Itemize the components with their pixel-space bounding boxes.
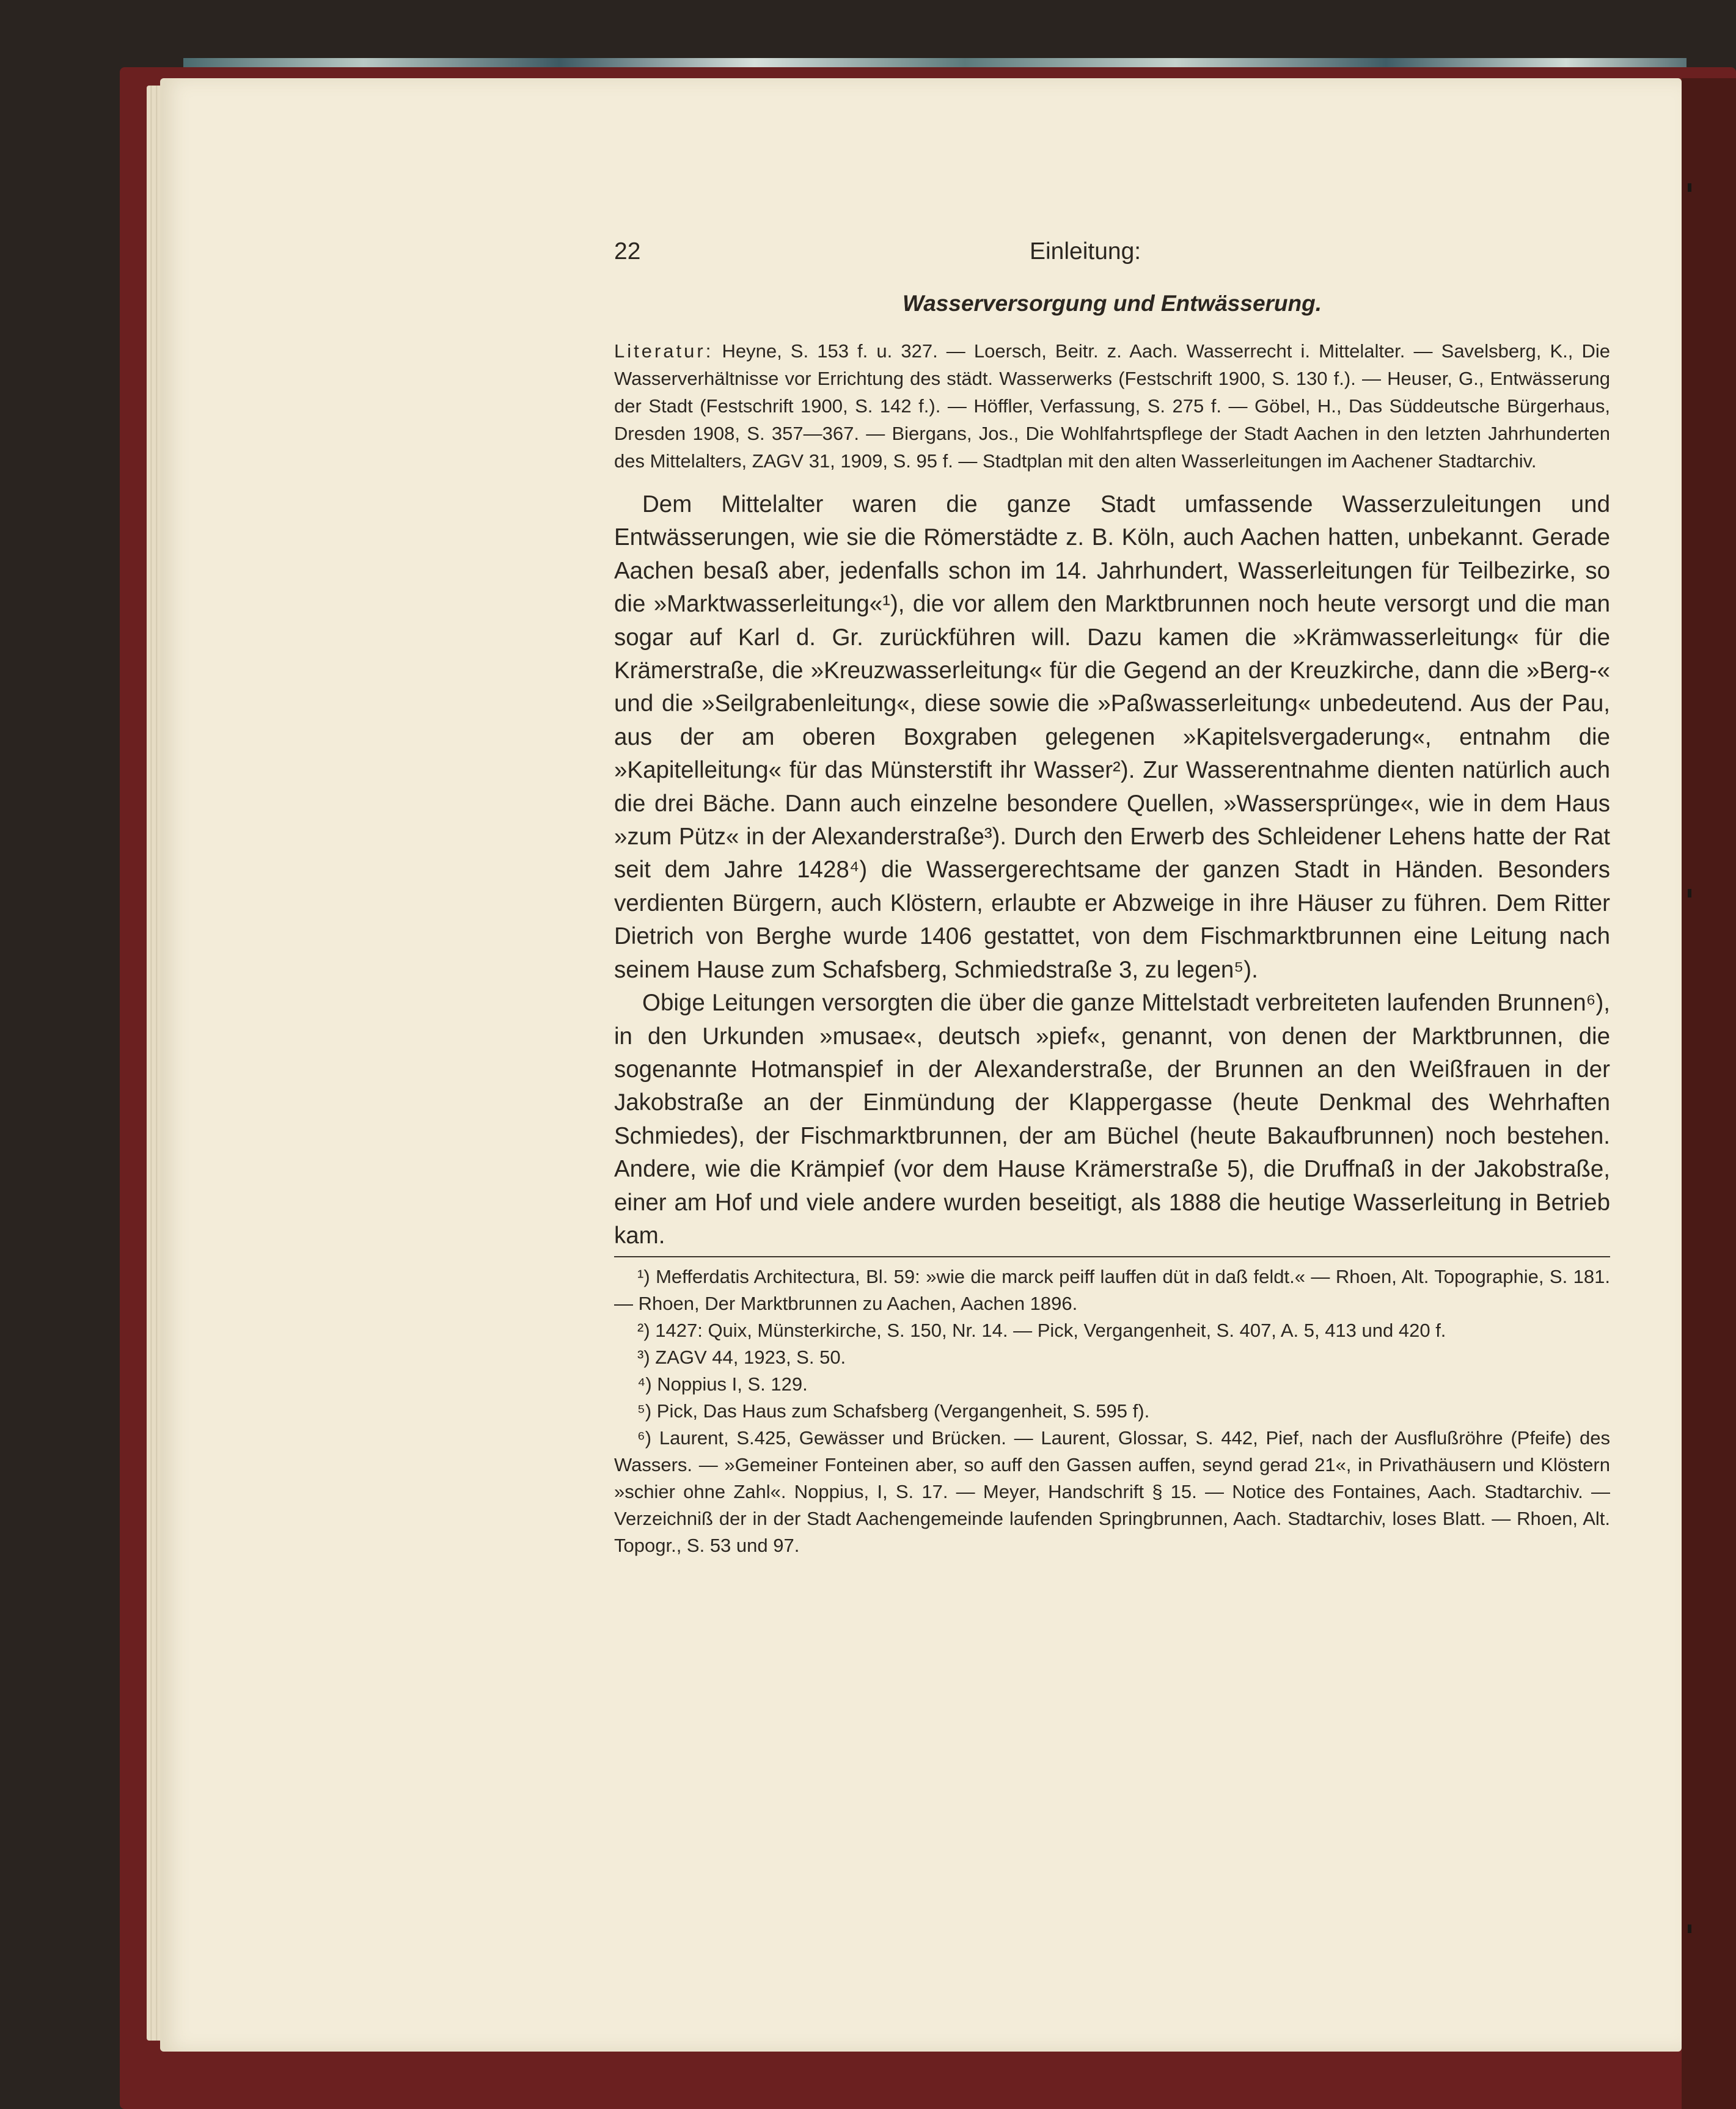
literature-text: Heyne, S. 153 f. u. 327. — Loersch, Beitr. z. Aach. Wasserrecht i. Mittelalter. — Savelsberg, K., Die Wasserverhältnisse vor Errichtung des städt. Wasserwerks (Festschrift 1900, S. 130 f.). — Heuser, G., Entwässerung der Stadt (Festschrift 1900, S. 142 f.). — Höffler, Verfassung, S. 275 f. — Göbel, H., Das Süddeutsche Bürgerhaus, Dresden 1908, S. 357—367. — Biergans, Jos., Die Wohlfahrtspflege der Stadt Aachen in den letzten Jahrhunderten des Mittelalters, ZAGV 31, 1909, S. 95 f. — Stadtplan mit den alten Wasserleitungen im Aachener Stadtarchiv. bbox=[614, 340, 1610, 472]
footnote: ¹) Mefferdatis Architectura, Bl. 59: »wie die marck peiff lauffen düt in daß feldt.« — Rhoen, Alt. Topographie, S. 181. — Rhoen, Der Marktbrunnen zu Aachen, Aachen 1896. bbox=[614, 1266, 1610, 1315]
footnote: ³) ZAGV 44, 1923, S. 50. bbox=[637, 1347, 846, 1369]
page-number: 22 bbox=[614, 238, 641, 265]
book-spine-edge bbox=[1682, 78, 1736, 2109]
body-paragraph: Obige Leitungen versorgten die über die ganze Mittelstadt verbreiteten laufenden Brunnen⁶), in den Urkunden »musae«, deutsch »pief«, genannt, von denen der Marktbrunnen, die sogenannte Hotmanspief in der Alexanderstraße, der Brunnen an den Weißfrauen in der Jakobstraße an der Einmündung der Klappergasse (heute Denkmal des Wehrhaften Schmiedes), der Fischmarktbrunnen, der am Büchel (heute Bakaufbrunnen) noch bestehen. Andere, wie die Krämpief (vor dem Hause Krämerstraße 5), die Druffnaß in der Jakobstraße, einer am Hof und viele andere wurden beseitigt, als 1888 die heutige Wasserleitung in Betrieb kam. bbox=[614, 990, 1610, 1249]
footnote: ⁴) Noppius I, S. 129. bbox=[637, 1373, 808, 1395]
section-title: Wasserversorgung und Entwässerung. bbox=[902, 291, 1322, 316]
running-title: Einleitung: bbox=[1030, 238, 1141, 265]
footnote: ²) 1427: Quix, Münsterkirche, S. 150, Nr. 14. — Pick, Vergangenheit, S. 407, A. 5, 413 und 420 f. bbox=[637, 1320, 1446, 1342]
margin-mark bbox=[1688, 889, 1691, 897]
footnotes bbox=[614, 1263, 1610, 1559]
margin-mark bbox=[1688, 183, 1691, 192]
running-header bbox=[614, 238, 1610, 281]
literature-label: Literatur: bbox=[614, 340, 714, 362]
page-text-block bbox=[614, 238, 1610, 1559]
body-paragraph: Dem Mittelalter waren die ganze Stadt umfassende Wasserzuleitungen und Entwässerungen, wie sie die Römerstädte z. B. Köln, auch Aachen hatten, unbekannt. Gerade Aachen besaß aber, jedenfalls schon im 14. Jahrhundert, Wasserleitungen für Teilbezirke, so die »Marktwasserleitung«¹), die vor allem den Marktbrunnen noch heute versorgt und die man sogar auf Karl d. Gr. zurückführen will. Dazu kamen die »Krämwasserleitung« für die Krämerstraße, die »Kreuzwasserleitung« für die Gegend an der Kreuzkirche, dann die »Berg-« und die »Seilgrabenleitung«, diese sowie die »Paßwasserleitung« unbedeutend. Aus der Pau, aus der am oberen Boxgraben gelegenen »Kapitelsvergaderung«, entnahm die »Kapitelleitung« für das Münsterstift ihr Wasser²). Zur Wasserentnahme dienten natürlich auch die drei Bäche. Dann auch einzelne besondere Quellen, »Wassersprünge«, wie in dem Haus »zum Pütz« in der Alexanderstraße³). Durch den Erwerb des Schleidener Lehens hatte der Rat seit dem Jahre 1428⁴) die Wassergerechtsame der ganzen Stadt in Händen. Besonders verdienten Bürgern, auch Klöstern, erlaubte er Abzweige in ihre Häuser zu führen. Dem Ritter Dietrich von Berghe wurde 1406 gestattet, von dem Fischmarktbrunnen eine Leitung nach seinem Hause zum Schafsberg, Schmiedstraße 3, zu legen⁵). bbox=[614, 491, 1610, 983]
margin-mark bbox=[1688, 1924, 1691, 1933]
footnote-rule bbox=[614, 1256, 1610, 1257]
literature-paragraph bbox=[614, 337, 1610, 475]
footnote: ⁶) Laurent, S.425, Gewässer und Brücken. — Laurent, Glossar, S. 442, Pief, nach der Ausflußröhre (Pfeife) des Wassers. — »Gemeiner Fonteinen aber, so auff den Gassen auffen, seynd gerad 21«, in Privathäusern und Klöstern »schier ohne Zahl«. Noppius, I, S. 17. — Meyer, Handschrift § 15. — Notice des Fontaines, Aach. Stadtarchiv. — Verzeichniß der in der Stadt Aachengemeinde laufenden Springbrunnen, Aach. Stadtarchiv, loses Blatt. — Rhoen, Alt. Topogr., S. 53 und 97. bbox=[614, 1427, 1610, 1557]
body-text bbox=[614, 488, 1610, 1252]
footnote: ⁵) Pick, Das Haus zum Schafsberg (Vergangenheit, S. 595 f). bbox=[637, 1400, 1150, 1422]
